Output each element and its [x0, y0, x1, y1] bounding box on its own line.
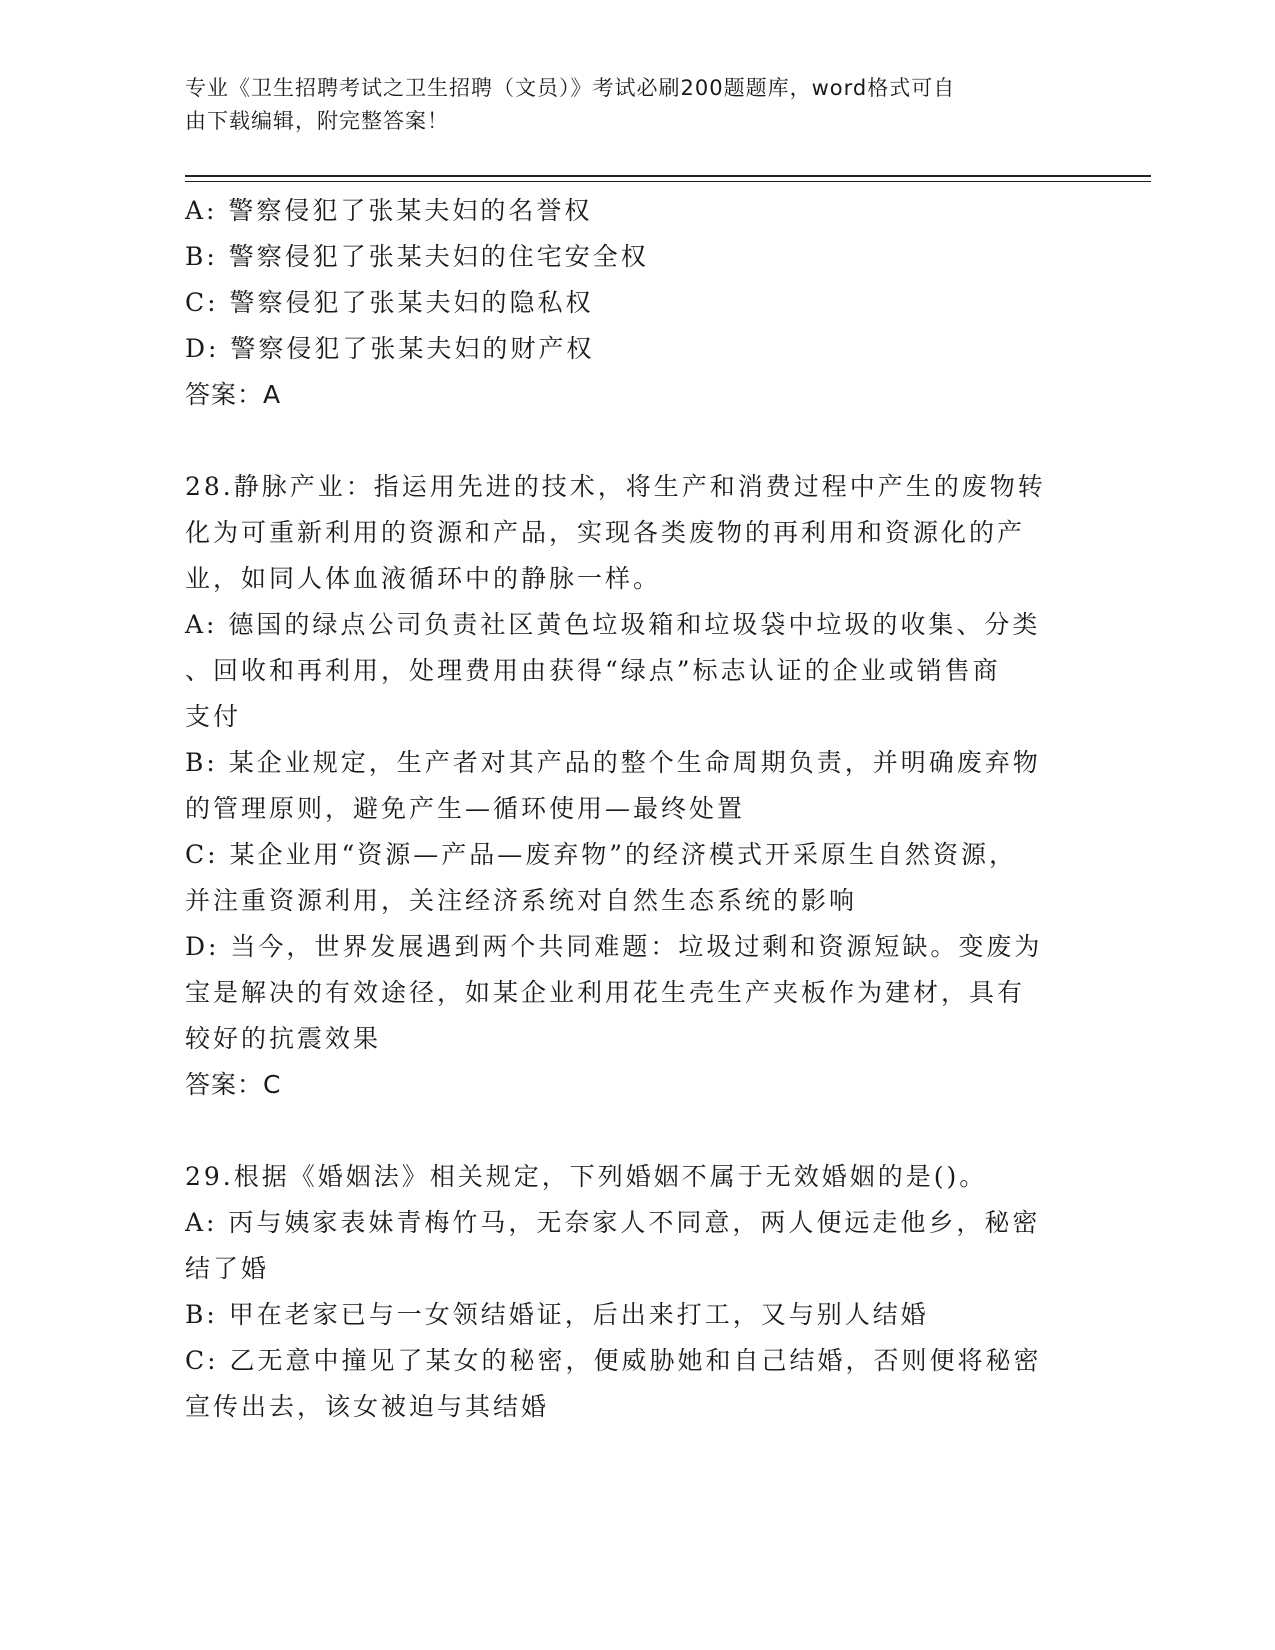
- option-line: 并注重资源利用，关注经济系统对自然生态系统的影响: [185, 886, 858, 915]
- option-line: 宣传出去，该女被迫与其结婚: [185, 1392, 550, 1421]
- spacer: [185, 418, 1065, 464]
- answer-label: 答案：A: [185, 380, 282, 409]
- question-27: [185, 188, 1065, 418]
- option-line: A: 丙与姨家表妹青梅竹马，无奈家人不同意，两人便远走他乡，秘密: [185, 1208, 1041, 1237]
- question-stem-line: 28.静脉产业：指运用先进的技术，将生产和消费过程中产生的废物转: [185, 472, 1046, 501]
- option-d: D: 警察侵犯了张某夫妇的财产权: [185, 334, 595, 363]
- option-a: A: 警察侵犯了张某夫妇的名誉权: [185, 196, 593, 225]
- question-stem-line: 化为可重新利用的资源和产品，实现各类废物的再利用和资源化的产: [185, 518, 1026, 547]
- option-line: D: 当今，世界发展遇到两个共同难题：垃圾过剩和资源短缺。变废为: [185, 932, 1043, 961]
- option-line: C: 某企业用“资源—产品—废弃物”的经济模式开采原生自然资源，: [185, 840, 1018, 869]
- header-divider-thick: [185, 175, 1151, 177]
- question-29: [185, 1154, 1065, 1430]
- option-line: 、回收和再利用，处理费用由获得“绿点”标志认证的企业或销售商: [185, 656, 1001, 685]
- option-line: A: 德国的绿点公司负责社区黄色垃圾箱和垃圾袋中垃圾的收集、分类: [185, 610, 1041, 639]
- option-c: C: 警察侵犯了张某夫妇的隐私权: [185, 288, 594, 317]
- option-line: 较好的抗震效果: [185, 1024, 382, 1053]
- option-line: 支付: [185, 702, 242, 731]
- option-line: B: 甲在老家已与一女领结婚证，后出来打工，又与别人结婚: [185, 1300, 929, 1329]
- answer-label: 答案：C: [185, 1070, 282, 1099]
- document-header: [185, 72, 1065, 138]
- option-line: 的管理原则，避免产生—循环使用—最终处置: [185, 794, 746, 823]
- question-28: [185, 464, 1065, 1108]
- option-line: C: 乙无意中撞见了某女的秘密，便威胁她和自己结婚，否则便将秘密: [185, 1346, 1042, 1375]
- question-stem: 29.根据《婚姻法》相关规定，下列婚姻不属于无效婚姻的是()。: [185, 1162, 988, 1191]
- option-b: B: 警察侵犯了张某夫妇的住宅安全权: [185, 242, 649, 271]
- option-line: 宝是解决的有效途径，如某企业利用花生壳生产夹板作为建材，具有: [185, 978, 1026, 1007]
- option-line: B: 某企业规定，生产者对其产品的整个生命周期负责，并明确废弃物: [185, 748, 1041, 777]
- spacer: [185, 1108, 1065, 1154]
- document-body: [185, 188, 1065, 1430]
- option-line: 结了婚: [185, 1254, 270, 1283]
- question-stem-line: 业，如同人体血液循环中的静脉一样。: [185, 564, 662, 593]
- header-title-line: 由下载编辑，附完整答案！: [185, 109, 449, 133]
- header-title-line: 专业《卫生招聘考试之卫生招聘（文员）》考试必刷200题题库，word格式可自: [185, 76, 956, 100]
- header-divider-thin: [185, 181, 1151, 182]
